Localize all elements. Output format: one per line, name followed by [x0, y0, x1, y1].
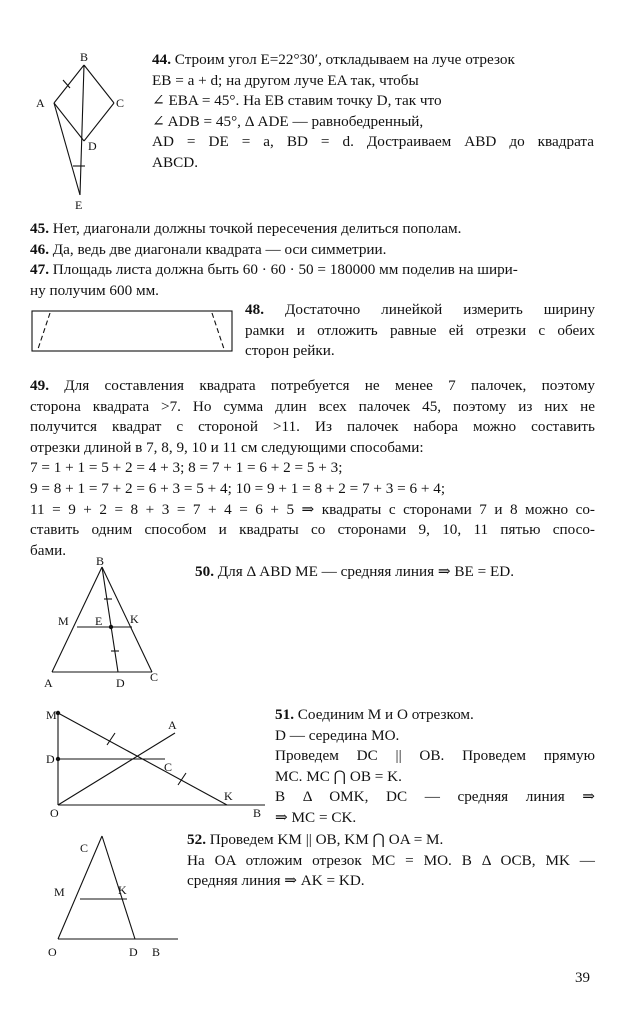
fig50-label-c: C [150, 670, 159, 684]
fig44-label-b: B [80, 50, 89, 64]
fig52-label-c: C [80, 841, 89, 855]
problem-51-line-3: Проведем DC || OB. Проведем прямую [275, 747, 595, 765]
problem-49-line-7: 11 = 9 + 2 = 8 + 3 = 7 + 4 = 6 + 5 ⇒ квадраты с сторонами 7 и 8 можно со- [30, 500, 595, 518]
problem-49-line-5: 7 = 1 + 1 = 5 + 2 = 4 + 3; 8 = 7 + 1 = 6 + 2 = 5 + 3; [30, 459, 343, 477]
figure-48-frame [30, 308, 240, 358]
problem-45-number: 45. [30, 220, 49, 237]
problem-51-line-6: ⇒ MC = CK. [275, 808, 357, 826]
problem-44-line-2: EB = a + d; на другом луче EA так, чтобы [152, 71, 419, 89]
fig51-label-a: A [168, 718, 177, 732]
fig51-label-o: O [50, 806, 59, 820]
problem-49 [30, 376, 595, 561]
problem-49-line-1: Для составления квадрата потребуется не менее 7 палочек, поэтому [48, 377, 595, 394]
problems-45-47 [30, 219, 595, 301]
fig52-label-k: K [118, 883, 127, 897]
problem-49-line-4: отрезки длиной в 7, 8, 9, 10 и 11 см следующими способами: [30, 438, 424, 456]
fig52-label-m: M [54, 885, 65, 899]
problem-47-line-2: ну получим 600 мм. [30, 281, 159, 299]
problem-50-number: 50. [195, 563, 214, 580]
fig44-label-a: A [36, 96, 45, 110]
fig50-label-b: B [96, 554, 105, 568]
problem-47-number: 47. [30, 261, 49, 279]
problem-44 [152, 50, 594, 174]
fig51-label-k: K [224, 789, 233, 803]
problem-48-line-1: Достаточно линейкой измерить ширину [263, 301, 595, 318]
problem-51-line-2: D — середина MO. [275, 726, 400, 744]
problem-52-line-1: Проведем KM || OB, KM ⋂ OA = M. [205, 831, 444, 848]
fig51-label-m: M [46, 708, 57, 722]
problem-49-line-9: бами. [30, 541, 67, 559]
problem-52-line-2: На OA отложим отрезок MC = MO. В Δ OCB, MK — [187, 851, 595, 869]
fig52-label-b: B [152, 945, 161, 959]
problem-49-line-8: ставить одним способом и квадраты со сторонами 9, 10, 11 пятью спосо- [30, 521, 595, 539]
problem-52-number: 52. [187, 831, 206, 848]
problem-51-number: 51. [275, 706, 294, 723]
problem-51-line-1: Соединим M и O отрезком. [293, 706, 474, 723]
problem-50-text: Для Δ ABD ME — средняя линия ⇒ BE = ED. [213, 563, 515, 580]
figure-50-triangle [40, 555, 190, 690]
fig52-label-d: D [129, 945, 138, 959]
fig50-label-k: K [130, 612, 139, 626]
fig44-label-e: E [75, 198, 83, 212]
fig44-label-d: D [88, 139, 97, 153]
problem-52 [187, 830, 595, 892]
problem-52-line-3: средняя линия ⇒ AK = KD. [187, 872, 365, 890]
problem-44-line-4: ∠ ADB = 45°, Δ ADE — равнобедренный, [152, 112, 424, 130]
problem-44-line-6: ABCD. [152, 153, 198, 171]
problem-48-line-3: сторон рейки. [245, 342, 335, 360]
fig44-label-c: C [116, 96, 125, 110]
problem-44-line-1: Строим угол E=22°30′, откладываем на луче отрезок [170, 51, 515, 68]
problem-48-line-2: рамки и отложить равные ей отрезки с обеих [245, 321, 595, 339]
problem-51-line-4: MC. MC ⋂ OB = K. [275, 767, 402, 785]
fig51-label-c: C [164, 760, 173, 774]
problem-46-number: 46. [30, 240, 49, 258]
problem-49-line-2: сторона квадрата >7. Но сумма длин всех палочек 45, поэтому из них не [30, 397, 595, 415]
problem-51 [275, 705, 595, 829]
problem-44-number: 44. [152, 51, 171, 68]
figure-51-angle [40, 705, 270, 825]
problem-48-number: 48. [245, 301, 264, 318]
page-number: 39 [575, 970, 590, 986]
figure-44-square-construction [30, 50, 160, 215]
problem-49-line-3: получится квадрат с стороной >11. Из палочек набора можно составить [30, 418, 595, 436]
fig52-label-o: O [48, 945, 57, 959]
problem-44-line-5: AD = DE = a, BD = d. Достраиваем ABD до квадрата [152, 133, 594, 151]
figure-52-triangle [40, 828, 190, 963]
fig50-label-a: A [44, 676, 53, 690]
problem-49-line-6: 9 = 8 + 1 = 7 + 2 = 6 + 3 = 5 + 4; 10 = 9 + 1 = 8 + 2 = 7 + 3 = 6 + 4; [30, 479, 446, 497]
problem-45-text: Нет, диагонали должны точкой пересечения делиться пополам. [48, 220, 462, 237]
problem-50 [195, 562, 595, 583]
fig50-label-m: M [58, 614, 69, 628]
problem-46-text: Да, ведь две диагонали квадрата — оси симметрии. [48, 240, 387, 258]
fig51-label-b: B [253, 806, 262, 820]
fig51-label-d: D [46, 752, 55, 766]
problem-48 [245, 300, 595, 362]
fig50-label-d: D [116, 676, 125, 690]
problem-47-line-1: Площадь листа должна быть 60 · 60 · 50 = 180000 мм поделив на шири- [48, 261, 518, 279]
problem-49-number: 49. [30, 377, 49, 394]
fig50-label-e: E [95, 614, 103, 628]
problem-44-line-3: ∠ EBA = 45°. На EB ставим точку D, так что [152, 92, 442, 110]
problem-51-line-5: B Δ OMK, DC — средняя линия ⇒ [275, 788, 595, 806]
